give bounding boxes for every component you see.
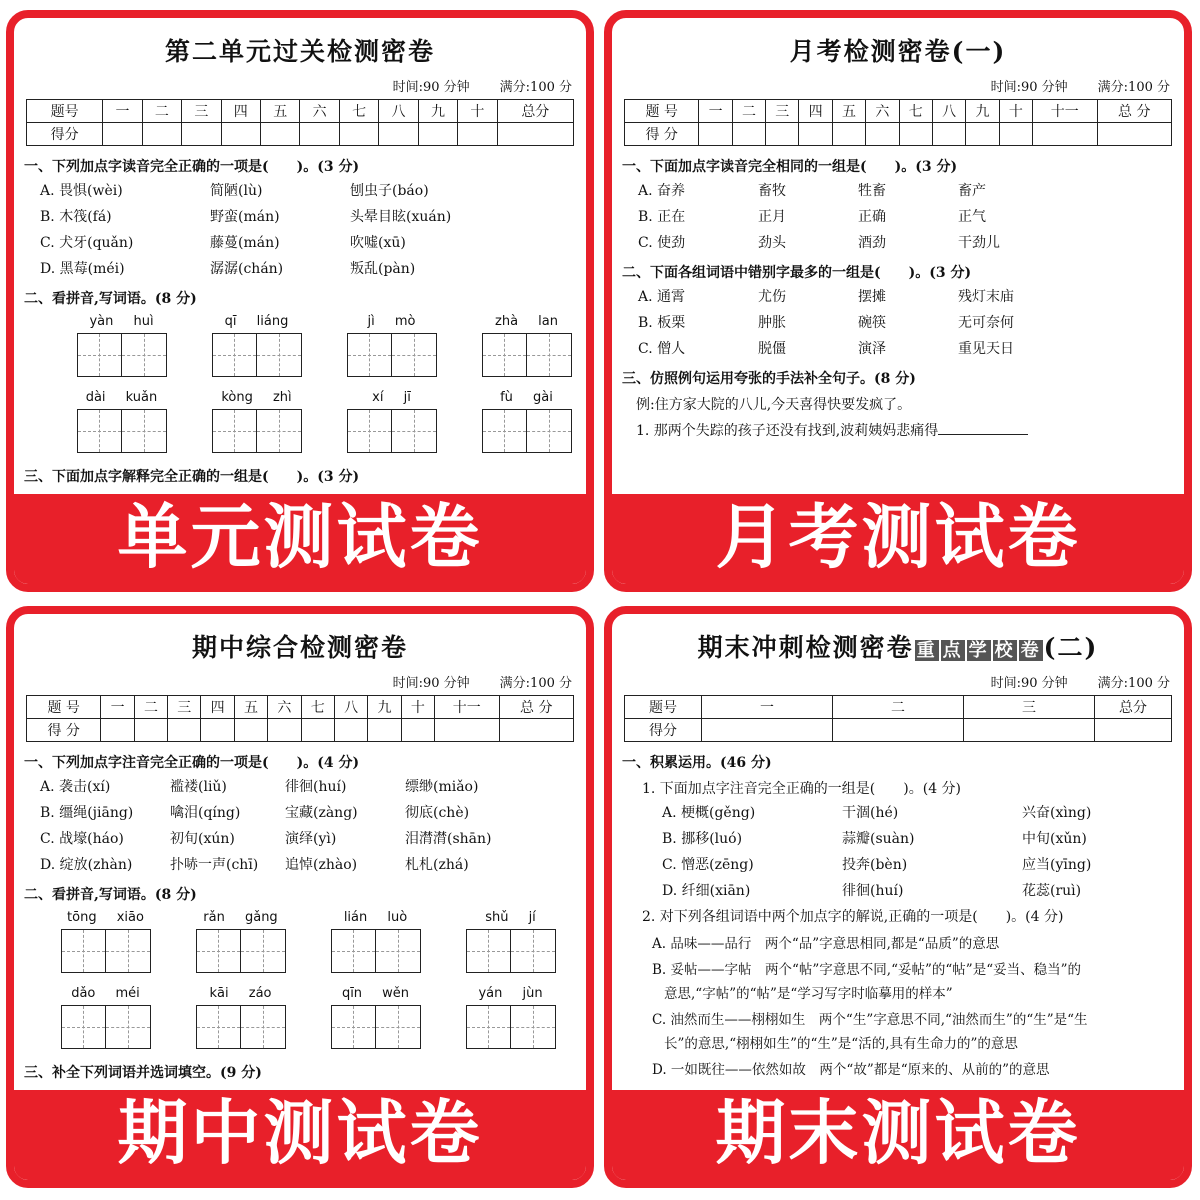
writing-cell[interactable]: [348, 410, 392, 452]
pinyin-word: [38, 986, 173, 1052]
score-header-cell: 六: [866, 100, 899, 123]
option-item: 干涸(hé): [842, 805, 899, 821]
option-item: 牲畜: [858, 183, 886, 199]
pinyin-word: [189, 390, 324, 456]
score-cell: [142, 123, 181, 146]
example-sentence: 例:住方家大院的八儿,今天喜得快要发疯了。: [636, 397, 912, 413]
option-item: 演泽: [858, 341, 886, 357]
tag-char: 学: [968, 640, 989, 661]
writing-boxes[interactable]: [331, 929, 421, 973]
score-header-cell: 七: [899, 100, 932, 123]
banner-label: 单元测试卷: [14, 494, 586, 584]
option-item: 简陋(lù): [210, 183, 263, 199]
score-cell: [1095, 719, 1172, 742]
writing-cell[interactable]: [332, 1006, 376, 1048]
option-item: D. 黑莓(méi): [40, 261, 125, 277]
score-header-cell: 二: [732, 100, 765, 123]
option-item: 吹嘘(xū): [350, 235, 406, 251]
question-1-options: [40, 180, 586, 278]
writing-cell[interactable]: [348, 334, 392, 376]
pinyin-text: fù gài: [500, 390, 553, 405]
pinyin-word: [443, 986, 578, 1052]
score-cell: [101, 719, 134, 742]
score-cell: [833, 719, 964, 742]
panel-midterm-test[interactable]: [6, 606, 594, 1188]
question-3: 三、仿照例句运用夸张的手法补全句子。(8 分): [622, 371, 916, 387]
banner-label: 月考测试卷: [612, 494, 1184, 584]
score-cell: [300, 123, 339, 146]
pinyin-text: xí jī: [372, 390, 411, 405]
pinyin-grid: [54, 314, 586, 456]
writing-cell[interactable]: [62, 930, 106, 972]
score-cell: [234, 719, 267, 742]
score-cell: [134, 719, 167, 742]
option-item: 徘徊(huí): [842, 883, 904, 899]
question-1: 一、下面加点字读音完全相同的一组是( )。(3 分): [622, 159, 958, 175]
writing-cell[interactable]: [483, 334, 527, 376]
pinyin-text: rǎn gǎng: [203, 910, 278, 925]
score-header-cell: 一: [103, 100, 142, 123]
score-cell: [932, 123, 965, 146]
option-item: C. 僧人: [638, 341, 686, 357]
score-cell: [261, 123, 300, 146]
option-item: A. 奋养: [638, 183, 686, 199]
score-cell: [999, 123, 1032, 146]
pinyin-text: kòng zhì: [221, 390, 292, 405]
option-d: D. 一如既往——依然如故 两个“故”都是“原来的、从前的”的意思: [652, 1062, 1050, 1078]
pinyin-text: yán jùn: [478, 986, 543, 1001]
option-item: B. 板栗: [638, 315, 686, 331]
option-item: 脱僵: [758, 341, 786, 357]
exam-paper: [14, 614, 586, 1106]
option-item: C. 憎恶(zēng): [662, 857, 754, 873]
paper-meta: 时间:90 分钟 满分:100 分: [990, 676, 1170, 691]
option-item: 褴褛(liǔ): [170, 779, 227, 795]
writing-boxes[interactable]: [61, 929, 151, 973]
score-cell: [964, 719, 1095, 742]
pinyin-word: [54, 314, 189, 380]
option-item: 无可奈何: [958, 315, 1014, 331]
score-header-cell: 六: [268, 696, 301, 719]
writing-boxes[interactable]: [77, 409, 167, 453]
score-header-cell: 五: [832, 100, 865, 123]
option-item: 宝藏(zàng): [285, 805, 358, 821]
writing-cell[interactable]: [527, 334, 571, 376]
score-cell: [799, 123, 832, 146]
score-header-cell: 三: [168, 696, 201, 719]
section-1: 一、积累运用。(46 分): [622, 755, 772, 771]
writing-cell[interactable]: [332, 930, 376, 972]
option-item: B. 挪移(luó): [662, 831, 743, 847]
score-header-cell: 九: [418, 100, 457, 123]
score-table: [26, 99, 574, 146]
writing-boxes[interactable]: [212, 409, 302, 453]
score-header-cell: 八: [932, 100, 965, 123]
score-cell: [435, 719, 500, 742]
pinyin-word: [459, 314, 586, 380]
question-2: 二、下面各组词语中错别字最多的一组是( )。(3 分): [622, 265, 972, 281]
banner-label: 期中测试卷: [14, 1090, 586, 1180]
question-2: 2. 对下列各组词语中两个加点字的解说,正确的一项是( )。(4 分): [642, 909, 1064, 925]
writing-boxes[interactable]: [482, 409, 572, 453]
score-cell: [268, 719, 301, 742]
score-header-cell: 三: [182, 100, 221, 123]
score-table: [26, 695, 574, 742]
pinyin-grid: [38, 910, 586, 1052]
option-item: 藤蔓(mán): [210, 235, 280, 251]
question-1: 一、下列加点字读音完全正确的一项是( )。(3 分): [24, 159, 360, 175]
option-item: 投奔(bèn): [842, 857, 908, 873]
score-header-cell: 七: [301, 696, 334, 719]
score-cell: [339, 123, 378, 146]
panel-unit-test[interactable]: [6, 10, 594, 592]
score-cell: [699, 123, 732, 146]
writing-cell[interactable]: [122, 410, 166, 452]
paper-meta: 时间:90 分钟 满分:100 分: [392, 80, 572, 95]
option-item: B. 正在: [638, 209, 686, 225]
option-item: 追悼(zhào): [285, 857, 358, 873]
score-cell: [966, 123, 999, 146]
pinyin-word: [189, 314, 324, 380]
option-item: 碗筷: [858, 315, 886, 331]
writing-cell[interactable]: [213, 410, 257, 452]
score-header-cell: 题 号: [625, 100, 699, 123]
score-cell: [702, 719, 833, 742]
question-1-options: [40, 776, 586, 874]
score-cell: 得 分: [27, 719, 101, 742]
option-b: B. 妥帖——字帖 两个“帖”字意思不同,“妥帖”的“帖”是“妥当、稳当”的: [652, 962, 1082, 978]
writing-cell[interactable]: [241, 1006, 285, 1048]
paper-meta: 时间:90 分钟 满分:100 分: [392, 676, 572, 691]
writing-cell[interactable]: [511, 930, 555, 972]
exam-paper: [14, 18, 586, 510]
option-item: 演绎(yì): [285, 831, 337, 847]
score-header-cell: 四: [201, 696, 234, 719]
pinyin-text: tōng xiāo: [67, 910, 144, 925]
option-item: 头晕目眩(xuán): [350, 209, 452, 225]
panel-final-test[interactable]: [604, 606, 1192, 1188]
score-header-cell: 十一: [1033, 100, 1098, 123]
option-item: A. 梗概(gěng): [662, 805, 756, 821]
option-item: 尤伤: [758, 289, 786, 305]
score-cell: [497, 123, 573, 146]
score-cell: [201, 719, 234, 742]
score-cell: [168, 719, 201, 742]
writing-boxes[interactable]: [347, 333, 437, 377]
writing-cell[interactable]: [376, 930, 420, 972]
question-1-options: [662, 802, 1184, 900]
score-header-cell: 九: [966, 100, 999, 123]
option-item: 徘徊(huí): [285, 779, 347, 795]
pinyin-text: shǔ jí: [485, 910, 536, 925]
score-cell: [1097, 123, 1172, 146]
score-table: [624, 695, 1172, 742]
paper-meta: 时间:90 分钟 满分:100 分: [990, 80, 1170, 95]
score-cell: [301, 719, 334, 742]
writing-boxes[interactable]: [466, 1005, 556, 1049]
option-item: A. 袭击(xí): [40, 779, 111, 795]
option-item: 扑哧一声(chī): [170, 857, 259, 873]
question-3: 三、补全下列词语并选词填空。(9 分): [24, 1065, 262, 1081]
score-cell: 得 分: [625, 123, 699, 146]
score-header-cell: 总 分: [1097, 100, 1172, 123]
score-header-cell: 八: [379, 100, 418, 123]
score-header-cell: 四: [221, 100, 260, 123]
score-cell: [832, 123, 865, 146]
pinyin-word: [308, 986, 443, 1052]
writing-cell[interactable]: [467, 1006, 511, 1048]
writing-boxes[interactable]: [212, 333, 302, 377]
option-item: 叛乱(pàn): [350, 261, 416, 277]
score-cell: [499, 719, 574, 742]
option-item: 潺潺(chán): [210, 261, 284, 277]
pinyin-text: zhà lan: [495, 314, 558, 329]
writing-cell[interactable]: [197, 1006, 241, 1048]
option-item: 彻底(chè): [405, 805, 470, 821]
writing-cell[interactable]: [197, 930, 241, 972]
score-header-cell: 一: [699, 100, 732, 123]
option-item: 正确: [858, 209, 886, 225]
pinyin-word: [324, 390, 459, 456]
option-item: D. 纤细(xiān): [662, 883, 751, 899]
pinyin-word: [459, 390, 586, 456]
score-cell: [458, 123, 497, 146]
question-1: 1. 下面加点字注音完全正确的一组是( )。(4 分): [642, 781, 962, 797]
score-cell: [418, 123, 457, 146]
score-header-cell: 一: [702, 696, 833, 719]
tag-char: 校: [994, 640, 1015, 661]
option-item: 泪潸潸(shān): [405, 831, 492, 847]
option-a: A. 品味——品行 两个“品”字意思相同,都是“品质”的意思: [652, 936, 1000, 952]
writing-cell[interactable]: [483, 410, 527, 452]
score-cell: [866, 123, 899, 146]
score-header-cell: 二: [833, 696, 964, 719]
option-item: 初旬(xún): [170, 831, 235, 847]
pinyin-text: qīn wěn: [341, 986, 410, 1001]
score-header-cell: 九: [368, 696, 401, 719]
option-item: 肿胀: [758, 315, 786, 331]
score-cell: 得分: [27, 123, 103, 146]
paper-title: 第二单元过关检测密卷: [164, 37, 435, 66]
score-header-cell: 十一: [435, 696, 500, 719]
score-header-cell: 三: [964, 696, 1095, 719]
exam-paper: [612, 18, 1184, 510]
pinyin-text: qī liáng: [224, 314, 289, 329]
tag-char: 重: [916, 640, 937, 661]
banner-label: 期末测试卷: [612, 1090, 1184, 1180]
writing-cell[interactable]: [527, 410, 571, 452]
option-item: B. 木筏(fá): [40, 209, 112, 225]
score-cell: [103, 123, 142, 146]
key-school-tag: [914, 633, 1044, 662]
pinyin-word: [173, 986, 308, 1052]
score-header-cell: 五: [234, 696, 267, 719]
paper-title: 期末冲刺检测密卷 重 点 学 校 卷 (二): [697, 633, 1099, 662]
writing-boxes[interactable]: [196, 929, 286, 973]
option-item: 残灯末庙: [958, 289, 1014, 305]
option-item: 刨虫子(báo): [350, 183, 429, 199]
score-header-cell: 七: [339, 100, 378, 123]
writing-cell[interactable]: [122, 334, 166, 376]
pinyin-word: [443, 910, 578, 976]
option-item: 正月: [758, 209, 786, 225]
tag-char: 点: [942, 640, 963, 661]
exam-paper: [612, 614, 1184, 1106]
option-item: A. 通霄: [638, 289, 686, 305]
score-header-cell: 十: [999, 100, 1032, 123]
score-cell: [401, 719, 434, 742]
writing-boxes[interactable]: [482, 333, 572, 377]
option-item: 缥缈(miǎo): [405, 779, 479, 795]
score-header-cell: 题号: [625, 696, 702, 719]
option-item: 畜产: [958, 183, 986, 199]
score-header-cell: 题 号: [27, 696, 101, 719]
option-item: 摆摊: [858, 289, 886, 305]
score-cell: 得分: [625, 719, 702, 742]
writing-cell[interactable]: [257, 334, 301, 376]
writing-boxes[interactable]: [77, 333, 167, 377]
pinyin-text: yàn huì: [89, 314, 154, 329]
option-item: D. 绽放(zhàn): [40, 857, 133, 873]
score-cell: [379, 123, 418, 146]
writing-cell[interactable]: [392, 410, 436, 452]
option-item: B. 缰绳(jiāng): [40, 805, 134, 821]
pinyin-word: [308, 910, 443, 976]
option-item: A. 畏惧(wèi): [40, 183, 123, 199]
option-item: 酒劲: [858, 235, 886, 251]
pinyin-word: [324, 314, 459, 380]
question-2-options: [638, 286, 1184, 358]
writing-cell[interactable]: [376, 1006, 420, 1048]
writing-cell[interactable]: [467, 930, 511, 972]
tag-char: 卷: [1020, 640, 1041, 661]
question-1-options: [638, 180, 1184, 252]
option-item: C. 战壕(háo): [40, 831, 124, 847]
option-item: 劲头: [758, 235, 786, 251]
question-2: 二、看拼音,写词语。(8 分): [24, 291, 197, 307]
option-c: C. 油然而生——栩栩如生 两个“生”字意思不同,“油然而生”的“生”是“生: [652, 1012, 1088, 1028]
score-cell: [732, 123, 765, 146]
writing-boxes[interactable]: [347, 409, 437, 453]
pinyin-text: dǎo méi: [71, 986, 140, 1001]
option-item: 重见天日: [958, 341, 1014, 357]
score-cell: [221, 123, 260, 146]
score-header-cell: 总 分: [499, 696, 574, 719]
writing-cell[interactable]: [62, 1006, 106, 1048]
writing-boxes[interactable]: [61, 1005, 151, 1049]
option-item: C. 犬牙(quǎn): [40, 235, 134, 251]
option-item: C. 使劲: [638, 235, 686, 251]
writing-cell[interactable]: [241, 930, 285, 972]
option-item: 花蕊(ruì): [1022, 883, 1082, 899]
pinyin-text: jì mò: [367, 314, 416, 329]
writing-cell[interactable]: [257, 410, 301, 452]
score-header-cell: 二: [134, 696, 167, 719]
sentence-1: 1. 那两个失踪的孩子还没有找到,波莉姨妈悲痛得: [636, 420, 1184, 440]
score-cell: [766, 123, 799, 146]
option-item: 野蛮(mán): [210, 209, 280, 225]
score-cell: [334, 719, 367, 742]
writing-cell[interactable]: [511, 1006, 555, 1048]
score-cell: [182, 123, 221, 146]
option-b-cont: 意思,“字帖”的“帖”是“学习写字时临摹用的样本”: [664, 986, 953, 1002]
score-header-cell: 总分: [1095, 696, 1172, 719]
question-3: 三、下面加点字解释完全正确的一组是( )。(3 分): [24, 469, 360, 485]
question-1: 一、下列加点字注音完全正确的一项是( )。(4 分): [24, 755, 360, 771]
pinyin-word: [173, 910, 308, 976]
option-item: 中旬(xǔn): [1022, 831, 1087, 847]
score-cell: [368, 719, 401, 742]
paper-title: 月考检测密卷(一): [789, 37, 1007, 66]
score-header-cell: 六: [300, 100, 339, 123]
option-item: 兴奋(xìng): [1022, 805, 1092, 821]
score-header-cell: 三: [766, 100, 799, 123]
score-header-cell: 一: [101, 696, 134, 719]
option-item: 畜牧: [758, 183, 786, 199]
writing-cell[interactable]: [106, 930, 150, 972]
score-header-cell: 二: [142, 100, 181, 123]
score-header-cell: 五: [261, 100, 300, 123]
writing-cell[interactable]: [78, 410, 122, 452]
paper-title: 期中综合检测密卷: [191, 633, 408, 662]
option-item: 应当(yīng): [1022, 857, 1092, 873]
option-item: 干劲儿: [958, 235, 1000, 251]
writing-boxes[interactable]: [466, 929, 556, 973]
score-header-cell: 总分: [497, 100, 573, 123]
score-cell: [1033, 123, 1098, 146]
pinyin-word: [38, 910, 173, 976]
pinyin-text: kāi záo: [209, 986, 272, 1001]
option-item: 正气: [958, 209, 986, 225]
writing-cell[interactable]: [106, 1006, 150, 1048]
pinyin-text: lián luò: [343, 910, 408, 925]
writing-boxes[interactable]: [196, 1005, 286, 1049]
writing-cell[interactable]: [78, 334, 122, 376]
writing-cell[interactable]: [392, 334, 436, 376]
option-item: 噙泪(qíng): [170, 805, 241, 821]
score-header-cell: 四: [799, 100, 832, 123]
panel-monthly-test[interactable]: [604, 10, 1192, 592]
option-item: 札札(zhá): [405, 857, 469, 873]
score-cell: [899, 123, 932, 146]
score-header-cell: 八: [334, 696, 367, 719]
writing-boxes[interactable]: [331, 1005, 421, 1049]
option-item: 蒜瓣(suàn): [842, 831, 915, 847]
score-table: [624, 99, 1172, 146]
question-2: 二、看拼音,写词语。(8 分): [24, 887, 197, 903]
pinyin-text: dài kuǎn: [85, 390, 158, 405]
pinyin-word: [54, 390, 189, 456]
score-header-cell: 十: [458, 100, 497, 123]
option-c-cont: 长”的意思,“栩栩如生”的“生”是“活的,具有生命力的”的意思: [664, 1036, 1018, 1052]
writing-cell[interactable]: [213, 334, 257, 376]
score-header-cell: 题号: [27, 100, 103, 123]
score-header-cell: 十: [401, 696, 434, 719]
